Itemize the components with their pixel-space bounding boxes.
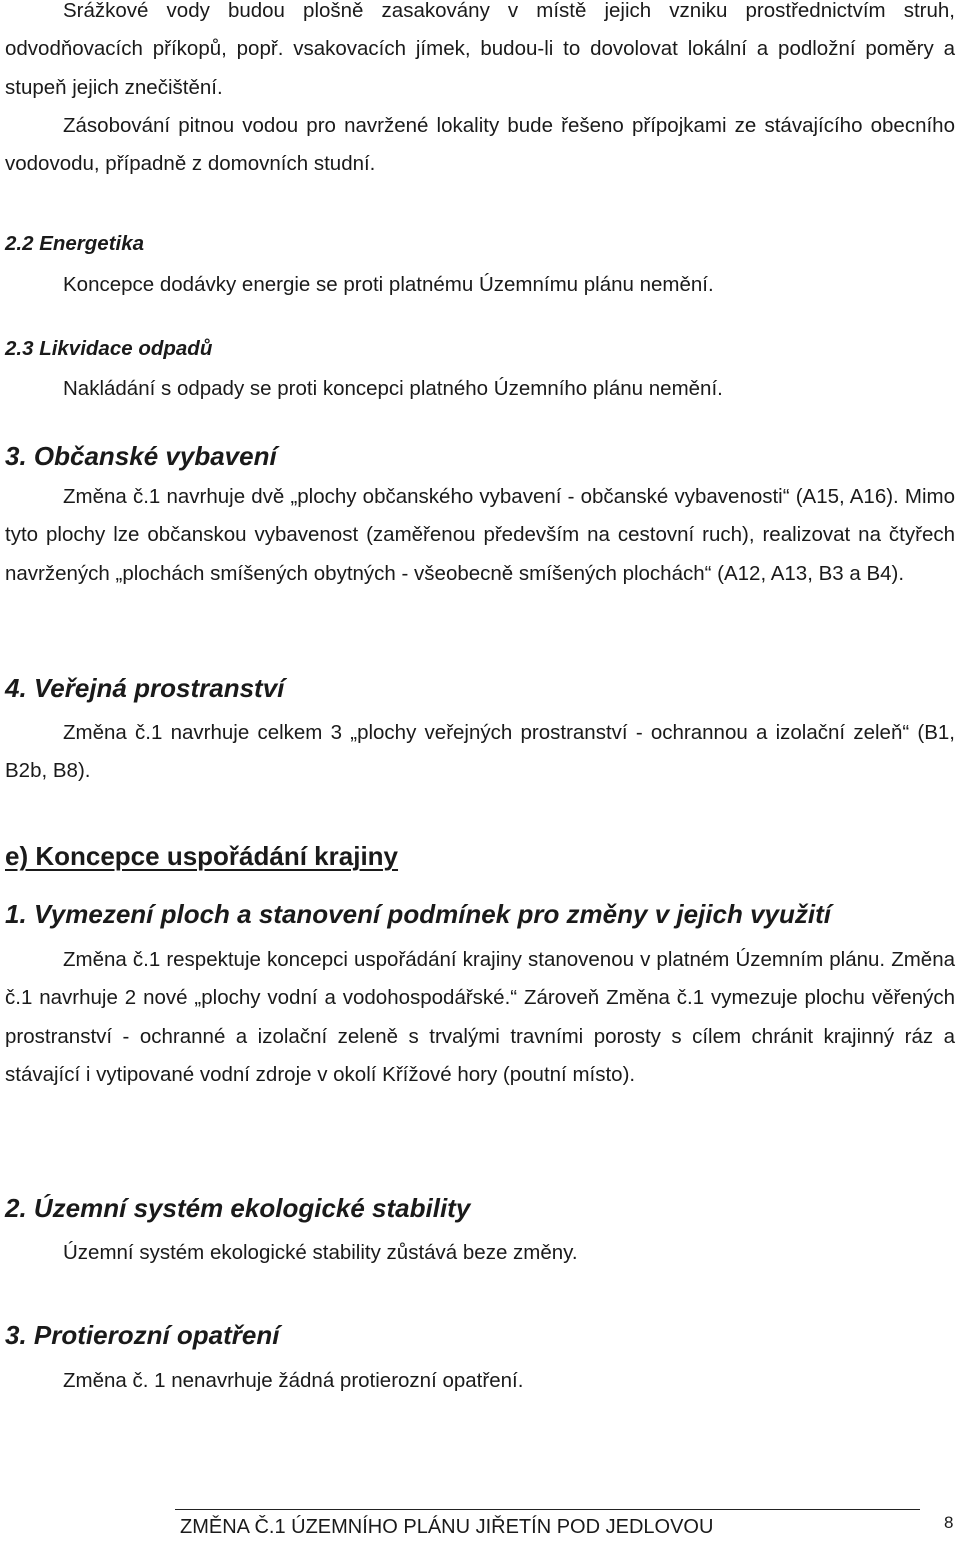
paragraph-vymezeni-ploch: Změna č.1 respektuje koncepci uspořádání krajiny stanovenou v platném Územním plánu. Změna č.1 navrhuje 2 nové „plochy vodní a vodohospodářské.“ Zároveň Změna č.1 vymezuje plochu věřených prostranství - ochranné a izolační zeleně s trvalými travními porosty s cílem chránit krajinný ráz a stávající i vytipované vodní zdroje v okolí Křížové hory (poutní místo). xyxy=(5,948,955,1087)
paragraph-likvidace-odpadu: Nakládání s odpady se proti koncepci platného Územního plánu nemění. xyxy=(63,377,723,400)
paragraph-energetika: Koncepce dodávky energie se proti platnému Územnímu plánu nemění. xyxy=(63,273,714,296)
paragraph-uses: Územní systém ekologické stability zůstává beze změny. xyxy=(63,1241,578,1264)
heading-uses: 2. Územní systém ekologické stability xyxy=(5,1193,471,1223)
section-heading-krajina: e) Koncepce uspořádání krajiny xyxy=(5,841,399,871)
heading-protierozni-opatreni: 3. Protierozní opatření xyxy=(5,1320,280,1350)
heading-vymezeni-ploch: 1. Vymezení ploch a stanovení podmínek pro změny v jejich využití xyxy=(5,899,831,929)
heading-energetika: 2.2 Energetika xyxy=(5,232,145,255)
paragraph-stormwater: Srážkové vody budou plošně zasakovány v místě jejich vzniku prostřednictvím struh, odvodňovacích příkopů, popř. vsakovacích jímek, budou-li to dovolovat lokální a podložní poměry a stupeň jejich znečištění. xyxy=(5,0,955,99)
paragraph-verejna-prostranstvi: Změna č.1 navrhuje celkem 3 „plochy veřejných prostranství - ochrannou a izolační zeleň“ (B1, B2b, B8). xyxy=(5,721,955,783)
heading-verejna-prostranstvi: 4. Veřejná prostranství xyxy=(5,673,285,703)
footer-divider xyxy=(175,1509,920,1510)
paragraph-protierozni-opatreni: Změna č. 1 nenavrhuje žádná protierozní opatření. xyxy=(63,1369,524,1392)
paragraph-obcanske-vybaveni: Změna č.1 navrhuje dvě „plochy občanského vybavení - občanské vybavenosti“ (A15, A16). Mimo tyto plochy lze občanskou vybavenost (zaměřenou především na cestovní ruch), realizovat na čtyřech navržených „plochách smíšených obytných - všeobecně smíšených plochách“ (A12, A13, B3 a B4). xyxy=(5,485,955,585)
footer-title: ZMĚNA Č.1 ÚZEMNÍHO PLÁNU JIŘETÍN POD JEDLOVOU xyxy=(180,1516,714,1538)
heading-likvidace-odpadu: 2.3 Likvidace odpadů xyxy=(5,337,213,360)
heading-obcanske-vybaveni: 3. Občanské vybavení xyxy=(5,441,277,471)
paragraph-water-supply: Zásobování pitnou vodou pro navržené lokality bude řešeno přípojkami ze stávajícího obecního vodovodu, případně z domovních studní. xyxy=(5,114,955,176)
page-number: 8 xyxy=(944,1513,954,1532)
